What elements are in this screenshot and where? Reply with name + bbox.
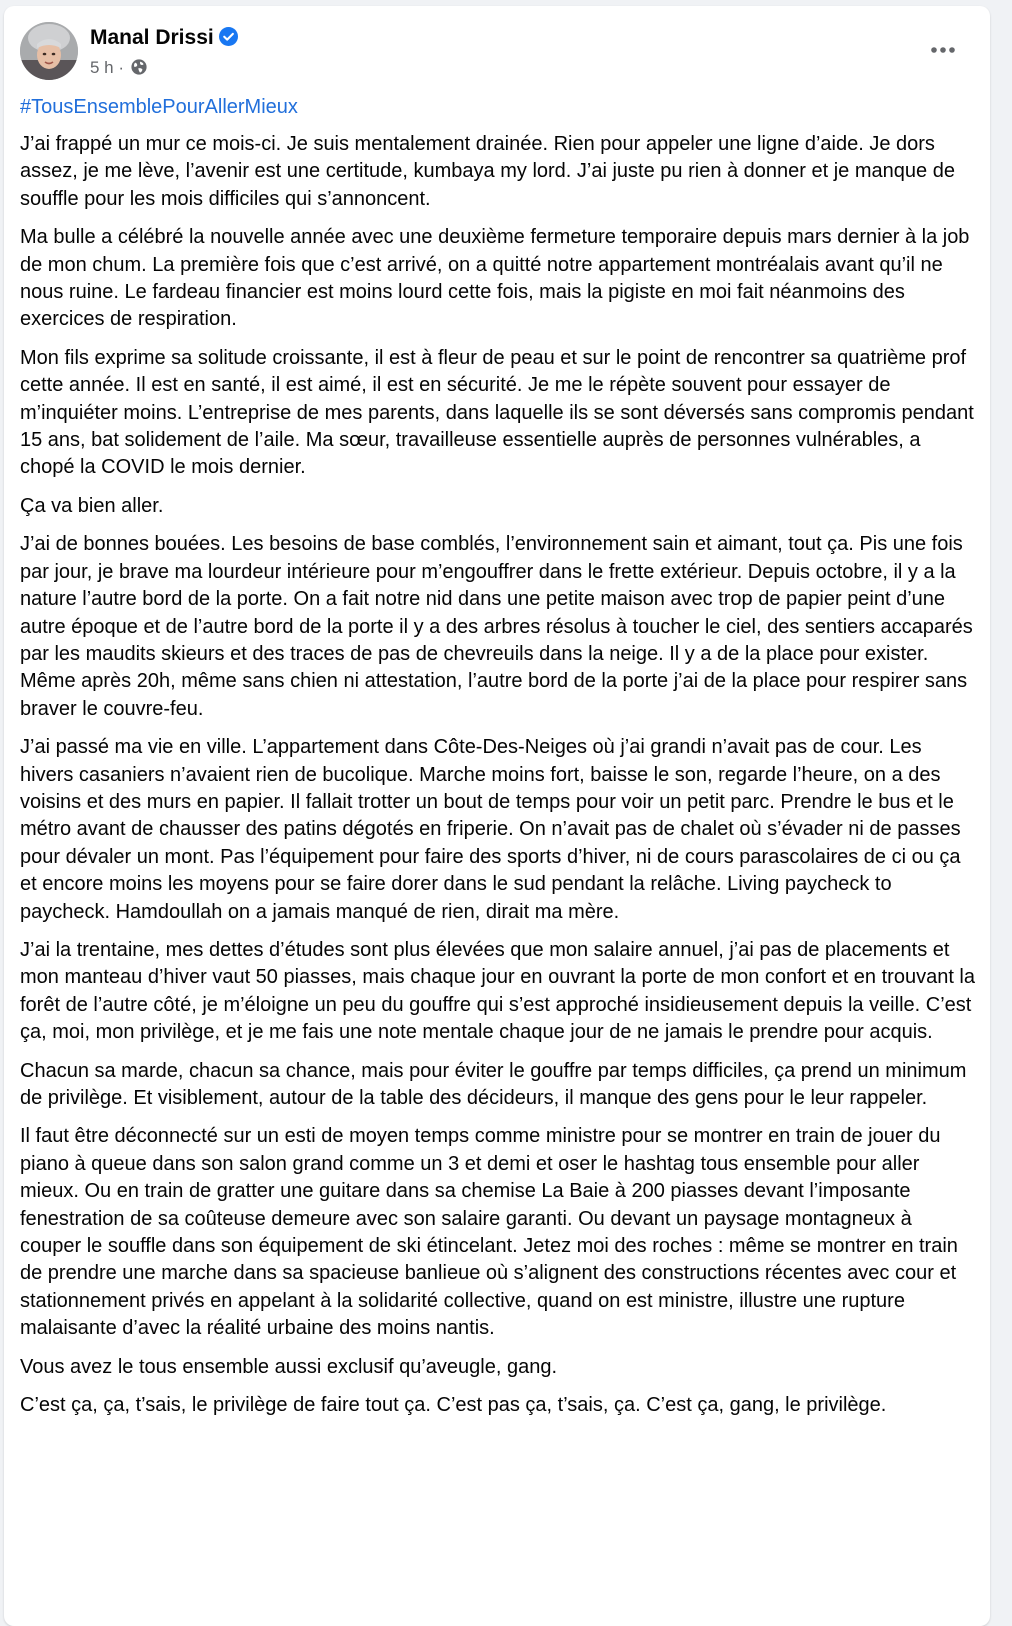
author-name-row — [90, 26, 238, 50]
post-body — [20, 94, 976, 1430]
verified-badge-icon — [219, 27, 238, 46]
post-paragraph: Il faut être déconnecté sur un esti de moyen temps comme ministre pour se montrer en train de jouer du piano à queue dans son salon grand comme un 3 et demi et oser le hashtag tous ensemble pour aller mieux. Ou en train de gratter une guitare dans sa chemise La Baie à 200 piasses devant l’imposante fenestration de sa coûteuse demeure avec son salaire garanti. Ou devant un paysage montagneux à couper le souffle dans son équipement de ski étincelant. Jetez moi des roches : même se montrer en train de prendre une marche dans sa spacieuse banlieue où s’alignent des constructions récentes avec cour et stationnement privés en appelant à la solidarité collective, quand on est ministre, illustre une rupture malaisante d’avec la réalité urbaine des moins nantis. — [20, 1125, 958, 1340]
post-paragraph: J’ai la trentaine, mes dettes d’études sont plus élevées que mon salaire annuel, j’ai pas de placements et mon manteau d’hiver vaut 50 piasses, mais chaque jour en ouvrant la porte de mon confort et en trouvant la forêt de l’autre côté, je m’éloigne un peu du gouffre qui s’est approché insidieusement depuis la veille. C’est ça, moi, mon privilège, et je me fais une note mentale chaque jour de ne jamais le prendre pour acquis. — [20, 938, 975, 1044]
post-paragraph: J’ai frappé un mur ce mois-ci. Je suis mentalement drainée. Rien pour appeler une ligne d’aide. Je dors assez, je me lève, l’avenir est une certitude, kumbaya my lord. J’ai juste pu rien à donner et je manque de souffle pour les mois difficiles qui s’annoncent. — [20, 133, 955, 210]
post-meta — [90, 58, 147, 78]
post-paragraph: J’ai de bonnes bouées. Les besoins de base comblés, l’environnement sain et aimant, tout ça. Pis une fois par jour, je brave ma lourdeur intérieure pour m’engouffrer dans le frette extérieur. Depuis octobre, il y a la nature l’autre bord de la porte. On a fait notre nid dans une petite maison avec trop de papier peint d’une autre époque et de l’autre bord de la porte il y a des arbres résolus à toucher le ciel, des sentiers accaparés par les maudits skieurs et des traces de pas de chevreuils dans la neige. Il y a de la place pour exister. Même après 20h, même sans chien ni attestation, l’autre bord de la porte j’ai de la place pour respirer sans braver le couvre-feu. — [20, 533, 973, 720]
avatar-image — [20, 22, 78, 80]
meta-separator: · — [113, 58, 129, 77]
post-paragraph: Vous avez le tous ensemble aussi exclusif qu’aveugle, gang. — [20, 1355, 558, 1378]
post-paragraph: J’ai passé ma vie en ville. L’appartement dans Côte-Des-Neiges où j’ai grandi n’avait pas de cour. Les hivers casaniers n’avaient rien de bucolique. Marche moins fort, baisse le son, regarde l’heure, on a des voisins et des murs en papier. Il fallait trotter un bout de temps pour voir un petit parc. Prendre le bus et le métro avant de chausser des patins dégotés en friperie. On n’avait pas de chalet où s’évader ni de passes pour dévaler un mont. Pas l’équipement pour faire des sports d’hiver, ni de cours parascolaires de ci ou ça et encore moins les moyens pour se faire dorer dans le sud pendant la relâche. Living paycheck to paycheck. Hamdoullah on a jamais manqué de rien, dirait ma mère. — [20, 736, 961, 923]
post-paragraph: Ça va bien aller. — [20, 494, 164, 517]
post-card — [4, 6, 990, 1626]
post-paragraph: Ma bulle a célébré la nouvelle année avec une deuxième fermeture temporaire depuis mars dernier à la job de mon chum. La première fois que c’est arrivé, on a quitté notre appartement montréalais avant qu’il ne nous ruine. Le fardeau financier est moins lourd cette fois, mais la pigiste en moi fait néanmoins des exercices de respiration. — [20, 226, 970, 331]
hashtag-link[interactable]: #TousEnsemblePourAllerMieux — [20, 96, 298, 118]
author-avatar[interactable] — [20, 22, 78, 80]
post-paragraph: Chacun sa marde, chacun sa chance, mais pour éviter le gouffre par temps difficiles, ça prend un minimum de privilège. Et visiblement, autour de la table des décideurs, il manque des gens pour le leur rappeler. — [20, 1059, 967, 1109]
post-paragraph: Mon fils exprime sa solitude croissante, il est à fleur de peau et sur le point de rencontrer sa quatrième prof cette année. Il est en santé, il est aimé, il est en sécurité. Je me le répète souvent pour essayer de m’inquiéter moins. L’entreprise de mes parents, dans laquelle ils se sont déversés sans compromis pendant 15 ans, bat solidement de l’aile. Ma sœur, travailleuse essentielle auprès de personnes vulnérables, a chopé la COVID le mois dernier. — [20, 346, 974, 479]
post-timestamp[interactable]: 5 h — [90, 58, 114, 77]
globe-icon[interactable] — [131, 59, 147, 75]
post-header — [20, 22, 974, 82]
author-name[interactable]: Manal Drissi — [90, 26, 214, 49]
post-paragraph: C’est ça, ça, t’sais, le privilège de faire tout ça. C’est pas ça, t’sais, ça. C’est ça, gang, le privilège. — [20, 1394, 887, 1417]
more-options-icon[interactable] — [926, 36, 960, 64]
